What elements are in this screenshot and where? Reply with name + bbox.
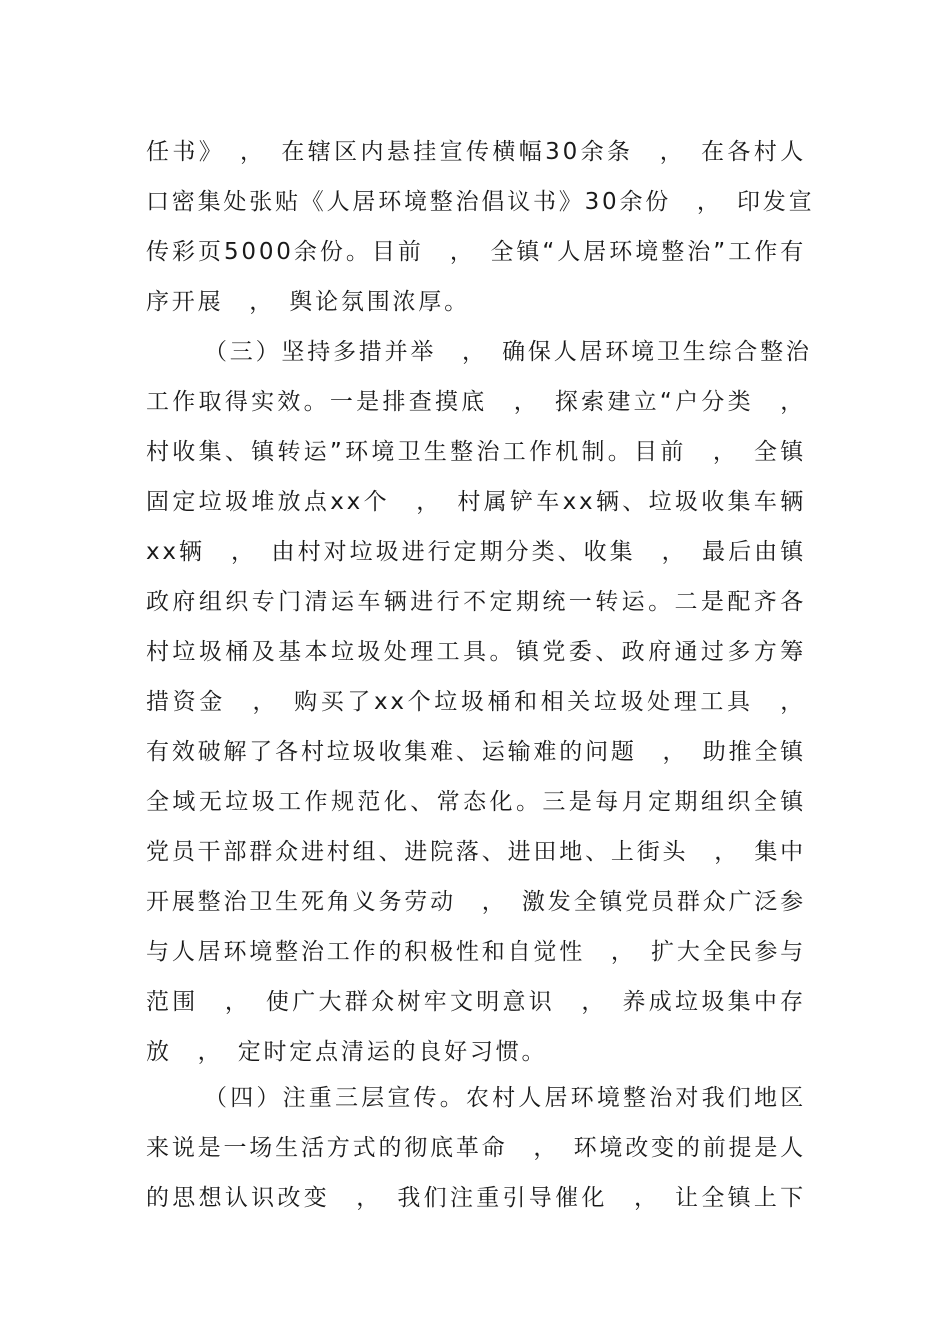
text-line: 传彩页5000余份。目前 ， 全镇“人居环境整治”工作有 xyxy=(146,239,806,265)
text-line: 有效破解了各村垃圾收集难、运输难的问题 ， 助推全镇 xyxy=(146,739,806,765)
text-line: 全域无垃圾工作规范化、常态化。三是每月定期组织全镇 xyxy=(146,789,806,815)
text-line: 措资金 ， 购买了xx个垃圾桶和相关垃圾处理工具 ， xyxy=(146,689,806,715)
text-line: 固定垃圾堆放点xx个 ， 村属铲车xx辆、垃圾收集车辆 xyxy=(146,489,806,515)
text-line: 村收集、镇转运”环境卫生整治工作机制。目前 ， 全镇 xyxy=(146,439,806,465)
text-line: 口密集处张贴《人居环境整治倡议书》30余份 ， 印发宣 xyxy=(146,189,815,215)
text-line: 来说是一场生活方式的彻底革命 ， 环境改变的前提是人 xyxy=(146,1135,806,1161)
text-line: 放 ， 定时定点清运的良好习惯。 xyxy=(146,1039,548,1065)
text-line: 任书》 ， 在辖区内悬挂宣传横幅30余条 ， 在各村人 xyxy=(146,139,806,165)
text-line: xx辆 ， 由村对垃圾进行定期分类、收集 ， 最后由镇 xyxy=(146,539,806,565)
paragraph-section-four xyxy=(146,1073,806,1223)
text-line: 范围 ， 使广大群众树牢文明意识 ， 养成垃圾集中存 xyxy=(146,989,806,1015)
text-line: 的思想认识改变 ， 我们注重引导催化 ， 让全镇上下 xyxy=(146,1185,806,1211)
text-line: 工作取得实效。一是排查摸底 ， 探索建立“户分类 ， xyxy=(146,389,806,415)
section-heading-line: （四）注重三层宣传。农村人居环境整治对我们地区 xyxy=(204,1085,806,1111)
paragraph-propaganda-continued xyxy=(146,127,815,327)
text-line: 序开展 ， 舆论氛围浓厚。 xyxy=(146,289,470,315)
paragraph-section-three xyxy=(146,327,812,1077)
text-line: 政府组织专门清运车辆进行不定期统一转运。二是配齐各 xyxy=(146,589,806,615)
text-line: 党员干部群众进村组、进院落、进田地、上街头 ， 集中 xyxy=(146,839,806,865)
section-heading-line: （三）坚持多措并举 ， 确保人居环境卫生综合整治 xyxy=(204,339,812,365)
text-line: 与人居环境整治工作的积极性和自觉性 ， 扩大全民参与 xyxy=(146,939,806,965)
text-line: 村垃圾桶及基本垃圾处理工具。镇党委、政府通过多方筹 xyxy=(146,639,806,665)
text-line: 开展整治卫生死角义务劳动 ， 激发全镇党员群众广泛参 xyxy=(146,889,806,915)
